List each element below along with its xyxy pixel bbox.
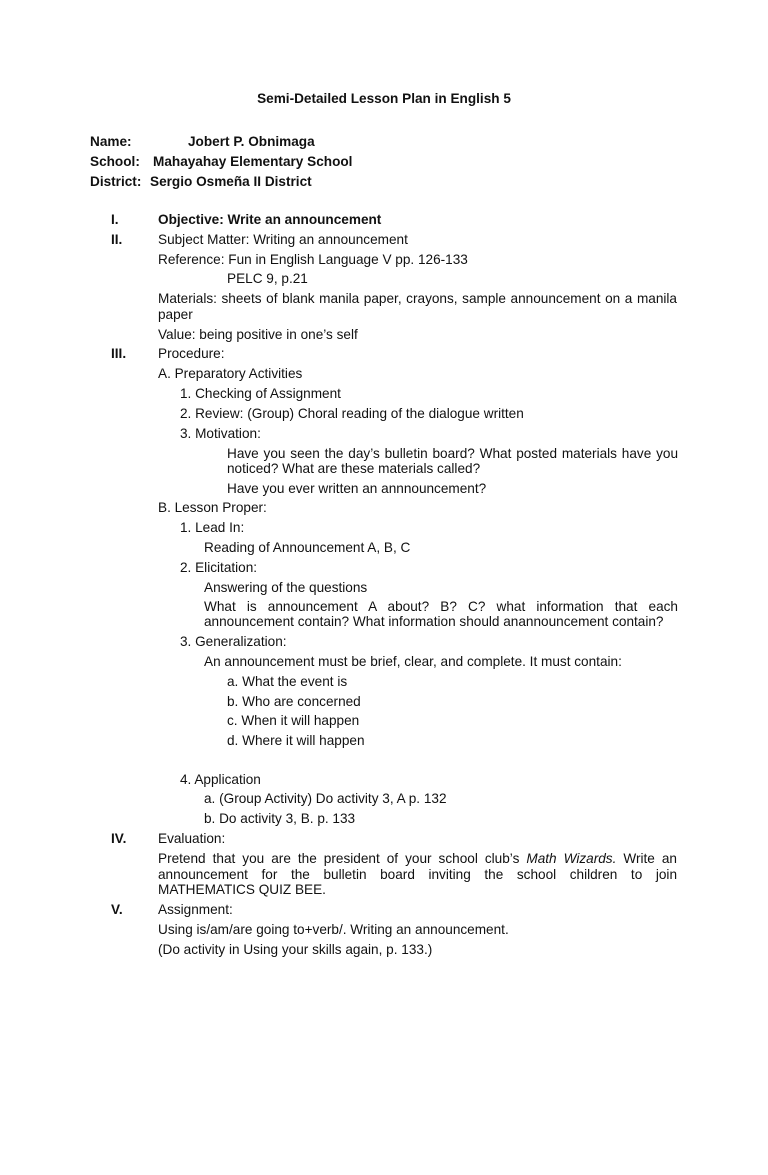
generalization-item: d. Where it will happen: [227, 733, 365, 748]
materials-line-2: paper: [158, 307, 193, 322]
lesson-proper: B. Lesson Proper:: [158, 500, 267, 515]
reference: Reference: Fun in English Language V pp. 126-133: [158, 252, 468, 267]
assignment-label: Assignment:: [158, 902, 233, 917]
page-title: Semi-Detailed Lesson Plan in English 5: [257, 91, 511, 106]
elicitation-text-2b: announcement contain? What information should anannouncement contain?: [204, 614, 664, 629]
section-2-number: II.: [111, 232, 123, 247]
name-value: Jobert P. Obnimaga: [188, 134, 315, 149]
application: 4. Application: [180, 772, 261, 787]
section-5-number: V.: [111, 902, 123, 917]
section-4-number: IV.: [111, 831, 127, 846]
value: Value: being positive in one’s self: [158, 327, 358, 342]
evaluation-text-2: announcement for the bulletin board inviting the school children to join: [158, 867, 677, 882]
generalization-item: a. What the event is: [227, 674, 348, 689]
evaluation-text-1-pre: Pretend that you are the president of your school club’s: [158, 851, 527, 866]
application-b: b. Do activity 3, B. p. 133: [204, 811, 356, 826]
subject-matter: Subject Matter: Writing an announcement: [158, 232, 408, 247]
school-label: School:: [90, 154, 140, 169]
motivation: 3. Motivation:: [180, 426, 261, 441]
lead-in-text: Reading of Announcement A, B, C: [204, 540, 411, 555]
motivation-question-1b: noticed? What are these materials called?: [227, 461, 481, 476]
district-value: Sergio Osmeña II District: [150, 174, 312, 189]
elicitation-text-2a: What is announcement A about? B? C? what information that each: [204, 599, 678, 614]
evaluation-label: Evaluation:: [158, 831, 226, 846]
procedure-label: Procedure:: [158, 346, 225, 361]
application-a: a. (Group Activity) Do activity 3, A p. 132: [204, 791, 447, 806]
elicitation-text-1: Answering of the questions: [204, 580, 368, 595]
objective: Objective: Write an announcement: [158, 212, 382, 227]
club-name: Math Wizards.: [526, 851, 617, 866]
evaluation-text-3: MATHEMATICS QUIZ BEE.: [158, 882, 326, 897]
assignment-text-1: Using is/am/are going to+verb/. Writing an announcement.: [158, 922, 509, 937]
assignment-text-2: (Do activity in Using your skills again, p. 133.): [158, 942, 433, 957]
section-3-number: III.: [111, 346, 127, 361]
evaluation-text-1: [158, 851, 677, 867]
motivation-question-2: Have you ever written an annnouncement?: [227, 481, 487, 496]
checking-assignment: 1. Checking of Assignment: [180, 386, 341, 401]
district-label: District:: [90, 174, 142, 189]
motivation-question-1a: Have you seen the day’s bulletin board? What posted materials have you: [227, 446, 678, 461]
preparatory-activities: A. Preparatory Activities: [158, 366, 303, 381]
elicitation: 2. Elicitation:: [180, 560, 258, 575]
generalization-item: c. When it will happen: [227, 713, 360, 728]
section-1-number: I.: [111, 212, 119, 227]
review: 2. Review: (Group) Choral reading of the dialogue written: [180, 406, 524, 421]
pelc: PELC 9, p.21: [227, 271, 308, 286]
generalization-item: b. Who are concerned: [227, 694, 361, 709]
name-label: Name:: [90, 134, 132, 149]
materials-line-1: Materials: sheets of blank manila paper, crayons, sample announcement on a manila: [158, 291, 677, 306]
evaluation-text-1-post: Write an: [616, 851, 677, 866]
generalization-text: An announcement must be brief, clear, and complete. It must contain:: [204, 654, 622, 669]
lead-in: 1. Lead In:: [180, 520, 245, 535]
school-value: Mahayahay Elementary School: [153, 154, 353, 169]
generalization: 3. Generalization:: [180, 634, 287, 649]
